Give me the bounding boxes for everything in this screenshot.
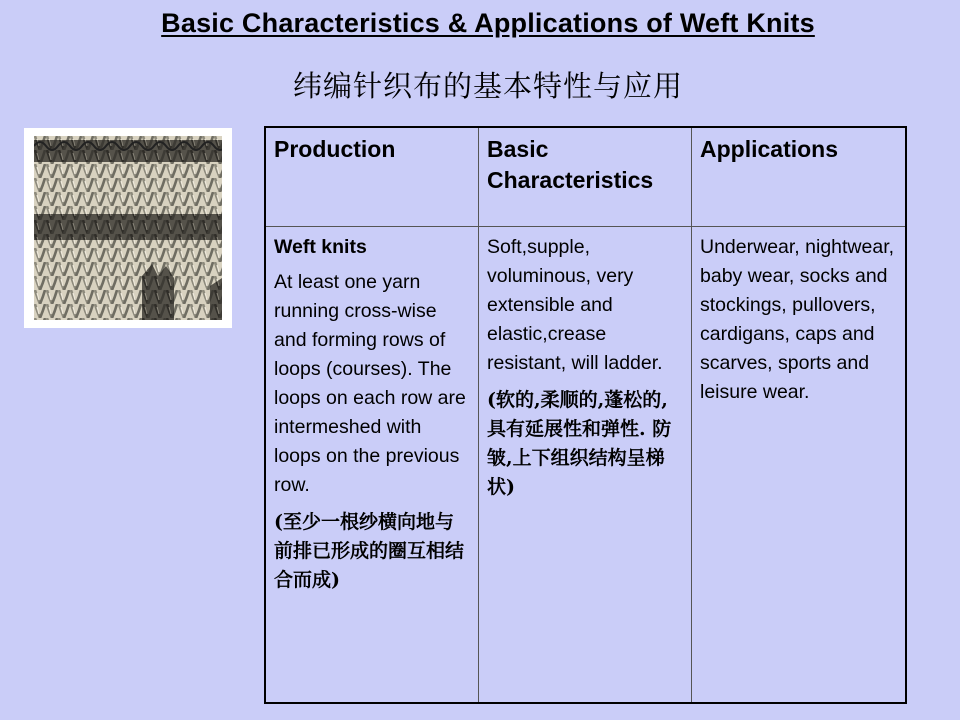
slide-title: Basic Characteristics & Applications of Weft Knits bbox=[161, 8, 815, 38]
table-header-row bbox=[265, 127, 906, 227]
weft-knits-table bbox=[264, 126, 907, 704]
header-production: Production bbox=[265, 127, 479, 227]
production-description: At least one yarn running cross-wise and forming rows of loops (courses). The loops on each row are intermeshed with loops on the previous row. bbox=[274, 271, 466, 496]
characteristics-description-chinese: (软的,柔顺的,蓬松的,具有延展性和弹性. 防皱,上下组织结构呈梯状) bbox=[487, 389, 672, 498]
cell-production bbox=[265, 227, 479, 704]
applications-description: Underwear, nightwear, baby wear, socks and stockings, pullovers, cardigans, caps and scarves, sports and leisure wear. bbox=[700, 236, 895, 403]
cell-basic-characteristics bbox=[479, 227, 692, 704]
cell-applications bbox=[692, 227, 907, 704]
row-name: Weft knits bbox=[274, 236, 367, 258]
table-row bbox=[265, 227, 906, 704]
weft-knit-fabric-image bbox=[24, 128, 232, 328]
header-applications: Applications bbox=[692, 127, 907, 227]
header-basic-characteristics: Basic Characteristics bbox=[479, 127, 692, 227]
slide-subtitle-chinese: 纬编针织布的基本特性与应用 bbox=[292, 69, 683, 103]
characteristics-description: Soft,supple, voluminous, very extensible and elastic,crease resistant, will ladder. bbox=[487, 236, 663, 374]
production-description-chinese: (至少一根纱横向地与前排已形成的圈互相结合而成) bbox=[274, 511, 465, 591]
